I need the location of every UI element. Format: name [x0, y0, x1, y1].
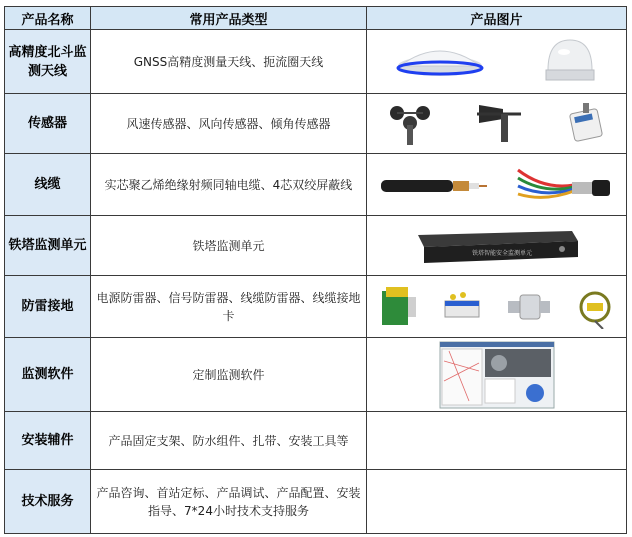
row-images [367, 30, 627, 94]
row-type: GNSS高精度测量天线、扼流圈天线 [91, 30, 367, 94]
table-row-lightning [5, 276, 627, 338]
header-product-type: 常用产品类型 [91, 7, 367, 30]
row-images [367, 216, 627, 276]
wind-direction-sensor-icon [473, 99, 525, 149]
row-type: 产品固定支架、防水组件、扎带、安装工具等 [91, 412, 367, 470]
coax-surge-protector-icon [504, 287, 554, 327]
row-type: 风速传感器、风向传感器、倾角传感器 [91, 94, 367, 154]
rack-monitoring-unit-icon [412, 223, 582, 269]
table-row-software [5, 338, 627, 412]
table-row-antenna [5, 30, 627, 94]
device-label: 铁塔智能安全监测单元 [471, 249, 532, 257]
row-images [367, 338, 627, 412]
software-screenshot-icon [439, 341, 555, 409]
table-row-services [5, 470, 627, 534]
row-type: 产品咨询、首站定标、产品调试、产品配置、安装指导、7*24小时技术支持服务 [91, 470, 367, 534]
row-images [367, 94, 627, 154]
row-type: 定制监测软件 [91, 338, 367, 412]
row-images [367, 412, 627, 470]
header-product-name: 产品名称 [5, 7, 91, 30]
header-product-image: 产品图片 [367, 7, 627, 30]
table-row-accessories [5, 412, 627, 470]
table-row-cable [5, 154, 627, 216]
row-type: 铁塔监测单元 [91, 216, 367, 276]
power-surge-protector-icon [376, 283, 420, 331]
row-type: 实芯聚乙烯绝缘射频同轴电缆、4芯双绞屏蔽线 [91, 154, 367, 216]
coaxial-cable-icon [379, 170, 489, 200]
row-type: 电源防雷器、信号防雷器、线缆防雷器、线缆接地卡 [91, 276, 367, 338]
tilt-sensor-icon [566, 101, 606, 147]
twisted-shielded-cable-icon [514, 160, 614, 210]
grounding-clip-icon [573, 285, 617, 329]
row-name: 高精度北斗监 测天线 [5, 30, 91, 94]
row-name: 线缆 [5, 154, 91, 216]
table-row-monitoring-unit [5, 216, 627, 276]
header-row [5, 7, 627, 30]
gnss-antenna-disc-icon [395, 40, 485, 84]
row-name: 技术服务 [5, 470, 91, 534]
row-name: 传感器 [5, 94, 91, 154]
row-name: 安装辅件 [5, 412, 91, 470]
row-images [367, 276, 627, 338]
wind-speed-sensor-icon [387, 99, 433, 149]
row-name: 铁塔监测单元 [5, 216, 91, 276]
row-name: 防雷接地 [5, 276, 91, 338]
row-name: 监测软件 [5, 338, 91, 412]
signal-surge-protector-icon [439, 287, 485, 327]
product-table [4, 6, 627, 534]
row-images [367, 154, 627, 216]
table-row-sensor [5, 94, 627, 154]
row-images [367, 470, 627, 534]
choke-ring-dome-antenna-icon [542, 34, 598, 90]
